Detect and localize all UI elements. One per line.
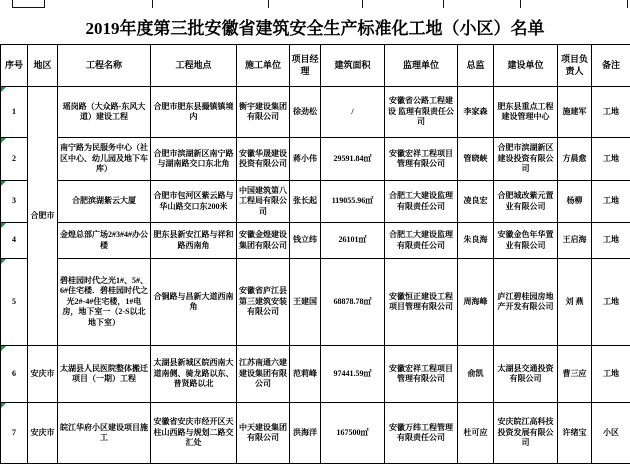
table-row bbox=[1, 346, 630, 403]
serial-number: 5 bbox=[12, 296, 16, 306]
cell-serial[interactable] bbox=[1, 181, 28, 223]
cell-project-location[interactable]: 安徽省安庆市经开区天柱山西路与规划二路交汇处 bbox=[151, 403, 237, 464]
cell-project-name[interactable]: 合肥滨湖紫云大厦 bbox=[58, 181, 151, 223]
cell-project-location[interactable]: 合肥市肥东县撮镇镇境内 bbox=[151, 87, 237, 138]
table-row bbox=[1, 223, 630, 259]
col-header-chief-supervisor[interactable]: 总监 bbox=[458, 45, 494, 87]
col-header-project-location[interactable]: 工程地点 bbox=[151, 45, 237, 87]
cell-development-unit[interactable]: 合肥市滨湖新区建设投资有限公司 bbox=[494, 138, 558, 181]
cell-supervision-unit[interactable]: 合肥工大建设监理有限责任公司 bbox=[385, 223, 458, 259]
cell-construction-unit[interactable]: 安徽省庐江县第三建筑安装有限公司 bbox=[237, 259, 290, 346]
cell-project-leader[interactable]: 杨柳 bbox=[558, 181, 592, 223]
cell-project-location[interactable]: 肥东县新安江路与祥和路西南角 bbox=[151, 223, 237, 259]
cell-construction-unit[interactable]: 江苏南通六建建设集团有限公司 bbox=[237, 346, 290, 403]
cell-chief-supervisor[interactable]: 李家森 bbox=[458, 87, 494, 138]
title-row bbox=[0, 8, 630, 44]
cell-serial[interactable] bbox=[1, 223, 28, 259]
top-partial-row bbox=[0, 0, 630, 8]
cell-supervision-unit[interactable]: 合肥工大建设监理有限责任公司 bbox=[385, 181, 458, 223]
table-row bbox=[1, 181, 630, 223]
error-indicator-triangle-icon bbox=[1, 181, 6, 186]
col-header-region[interactable]: 地区 bbox=[28, 45, 58, 87]
serial-number: 4 bbox=[12, 235, 16, 245]
grid-line bbox=[520, 0, 521, 8]
cell-project-location[interactable]: 合肥市滨湖新区南宁路与湖南路交口东北角 bbox=[151, 138, 237, 181]
cell-supervision-unit[interactable]: 安徽宏祥工程项目管理有限公司 bbox=[385, 346, 458, 403]
cell-project-name[interactable]: 太湖县人民医院整体搬迁项目（一期）工程 bbox=[58, 346, 151, 403]
cell-building-area[interactable]: 29591.84㎡ bbox=[321, 138, 385, 181]
col-header-project-leader[interactable]: 项目负责人 bbox=[558, 45, 592, 87]
cell-project-manager[interactable]: 王建国 bbox=[290, 259, 321, 346]
col-header-construction-unit[interactable]: 施工单位 bbox=[237, 45, 290, 87]
cell-project-leader[interactable]: 王启海 bbox=[558, 223, 592, 259]
cell-serial[interactable] bbox=[1, 403, 28, 464]
error-indicator-triangle-icon bbox=[1, 346, 6, 351]
col-header-project-name[interactable]: 工程名称 bbox=[58, 45, 151, 87]
cell-chief-supervisor[interactable]: 周海峰 bbox=[458, 259, 494, 346]
cell-project-manager[interactable]: 洪海洋 bbox=[290, 403, 321, 464]
grid-line bbox=[443, 0, 444, 8]
error-indicator-triangle-icon bbox=[1, 138, 6, 143]
cell-building-area[interactable]: 26101㎡ bbox=[321, 223, 385, 259]
cell-development-unit[interactable]: 肥东县重点工程建设管理中心 bbox=[494, 87, 558, 138]
cell-remark[interactable]: 工地 bbox=[592, 223, 630, 259]
cell-serial[interactable] bbox=[1, 87, 28, 138]
cell-chief-supervisor[interactable]: 俞凯 bbox=[458, 346, 494, 403]
cell-serial[interactable] bbox=[1, 138, 28, 181]
cell-serial[interactable] bbox=[1, 259, 28, 346]
cell-building-area[interactable]: 97441.59㎡ bbox=[321, 346, 385, 403]
error-indicator-triangle-icon bbox=[1, 259, 6, 264]
cell-project-manager[interactable]: 范莉峰 bbox=[290, 346, 321, 403]
cell-project-location[interactable]: 太湖县新城区皖西南大道南侧、骑龙路以东、普贤路以北 bbox=[151, 346, 237, 403]
cell-chief-supervisor[interactable]: 管晓峡 bbox=[458, 138, 494, 181]
projects-table bbox=[0, 44, 630, 464]
cell-development-unit[interactable]: 庐江碧桂园房地产开发有限公司 bbox=[494, 259, 558, 346]
cell-construction-unit[interactable]: 中天建设集团有限公司 bbox=[237, 403, 290, 464]
cell-development-unit[interactable]: 太湖县交通投资有限公司 bbox=[494, 346, 558, 403]
cell-construction-unit[interactable]: 安徽华晟建设投资有限公司 bbox=[237, 138, 290, 181]
cell-project-leader[interactable]: 施建军 bbox=[558, 87, 592, 138]
grid-line bbox=[268, 0, 269, 8]
cell-building-area[interactable]: 167500㎡ bbox=[321, 403, 385, 464]
serial-number: 6 bbox=[12, 368, 16, 378]
serial-number: 1 bbox=[12, 106, 16, 116]
cell-building-area[interactable]: 119055.96㎡ bbox=[321, 181, 385, 223]
error-indicator-triangle-icon bbox=[1, 87, 6, 92]
cell-project-manager[interactable]: 徐劲松 bbox=[290, 87, 321, 138]
grid-line bbox=[152, 0, 153, 8]
cell-construction-unit[interactable]: 中国建筑第八工程局有限公司 bbox=[237, 181, 290, 223]
table-row bbox=[1, 138, 630, 181]
table-row bbox=[1, 87, 630, 138]
col-header-remark[interactable]: 备注 bbox=[592, 45, 630, 87]
cell-development-unit[interactable]: 安徽金色年华置业有限公司 bbox=[494, 223, 558, 259]
cell-chief-supervisor[interactable]: 凌良宏 bbox=[458, 181, 494, 223]
col-header-building-area[interactable]: 建筑面积 bbox=[321, 45, 385, 87]
cell-project-manager[interactable]: 钱立纬 bbox=[290, 223, 321, 259]
cell-supervision-unit[interactable]: 安徽恒正建设工程项目管理有限公司 bbox=[385, 259, 458, 346]
cell-region[interactable]: 安庆市 bbox=[28, 346, 58, 403]
table-row bbox=[1, 403, 630, 464]
cell-supervision-unit[interactable]: 安徽省公路工程建设 监理有限责任公司 bbox=[385, 87, 458, 138]
cell-remark[interactable]: 小区 bbox=[592, 403, 630, 464]
grid-line bbox=[362, 0, 363, 8]
col-header-supervision-unit[interactable]: 监理单位 bbox=[385, 45, 458, 87]
serial-number: 7 bbox=[12, 427, 16, 437]
cell-project-leader[interactable]: 曹三应 bbox=[558, 346, 592, 403]
cell-supervision-unit[interactable]: 安徽宏祥工程项目管理有限公司 bbox=[385, 138, 458, 181]
col-header-development-unit[interactable]: 建设单位 bbox=[494, 45, 558, 87]
grid-line bbox=[627, 0, 628, 8]
cell-project-name[interactable]: 瑶岗路（大众路-东风大道）建设工程 bbox=[58, 87, 151, 138]
cell-project-leader[interactable]: 刘 燕 bbox=[558, 259, 592, 346]
cell-supervision-unit[interactable]: 安徽万纬工程管理有限责任公司 bbox=[385, 403, 458, 464]
cell-remark[interactable]: 工地 bbox=[592, 346, 630, 403]
cell-project-manager[interactable]: 张长起 bbox=[290, 181, 321, 223]
cell-project-name[interactable]: 皖江华府小区建设项目施工 bbox=[58, 403, 151, 464]
cell-project-leader[interactable]: 方晨愈 bbox=[558, 138, 592, 181]
error-indicator-triangle-icon bbox=[1, 403, 6, 408]
cell-chief-supervisor[interactable]: 朱良海 bbox=[458, 223, 494, 259]
cell-remark[interactable]: 工地 bbox=[592, 87, 630, 138]
cell-construction-unit[interactable]: 安徽金煌建设集团有限公司 bbox=[237, 223, 290, 259]
cell-serial[interactable] bbox=[1, 346, 28, 403]
cell-development-unit[interactable]: 合肥城改紫元置业有限公司 bbox=[494, 181, 558, 223]
cell-project-leader[interactable]: 许绪宝 bbox=[558, 403, 592, 464]
col-header-serial[interactable]: 序号 bbox=[1, 45, 28, 87]
cell-construction-unit[interactable]: 衡宇建设集团有限公司 bbox=[237, 87, 290, 138]
table-row bbox=[1, 259, 630, 346]
cell-project-location[interactable]: 合肥市包河区紫云路与华山路交口东200米 bbox=[151, 181, 237, 223]
serial-number: 3 bbox=[12, 196, 16, 206]
cell-building-area[interactable]: / bbox=[321, 87, 385, 138]
cell-building-area[interactable]: 68878.78㎡ bbox=[321, 259, 385, 346]
cell-chief-supervisor[interactable]: 杜可应 bbox=[458, 403, 494, 464]
cell-region[interactable]: 安庆市 bbox=[28, 403, 58, 464]
cell-remark[interactable]: 工地 bbox=[592, 138, 630, 181]
cell-project-location[interactable]: 合铜路与昌新大道西南角 bbox=[151, 259, 237, 346]
col-header-project-manager[interactable]: 项目经理 bbox=[290, 45, 321, 87]
cell-remark[interactable]: 工地 bbox=[592, 259, 630, 346]
cell-project-name[interactable]: 碧桂园时代之光1#、5#、6#住宅楼．碧桂园时代之光2#-4#住宅楼，1#电房，地下室一（2-S以北地下室） bbox=[58, 259, 151, 346]
grid-line bbox=[12, 7, 45, 8]
header-row bbox=[1, 45, 630, 87]
cell-development-unit[interactable]: 安庆皖江高科技投资发展有限公司 bbox=[494, 403, 558, 464]
serial-number: 2 bbox=[12, 153, 16, 163]
cell-project-name[interactable]: 金煌总部广场2#3#4#办公楼 bbox=[58, 223, 151, 259]
cell-remark[interactable]: 工地 bbox=[592, 181, 630, 223]
cell-project-manager[interactable]: 蒋小伟 bbox=[290, 138, 321, 181]
cell-region[interactable]: 合肥市 bbox=[28, 87, 58, 346]
page-title: 2019年度第三批安徽省建筑安全生产标准化工地（小区）名单 bbox=[85, 18, 545, 38]
error-indicator-triangle-icon bbox=[1, 223, 6, 228]
cell-project-name[interactable]: 南宁路为民服务中心（社区中心、幼儿园及地下车库） bbox=[58, 138, 151, 181]
